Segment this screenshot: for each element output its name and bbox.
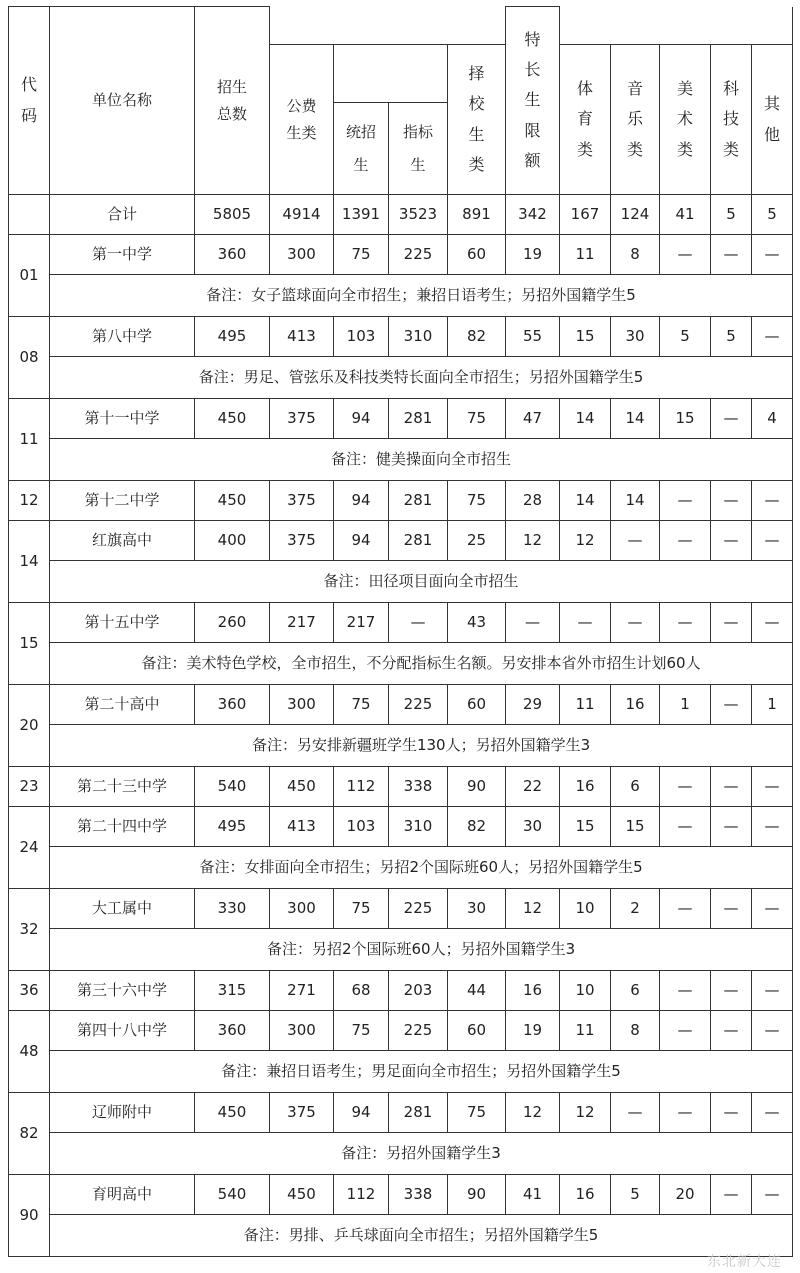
school-name: 红旗高中 [50,521,195,561]
school-value: 300 [270,1011,334,1051]
table-row [9,1011,793,1051]
school-value: — [711,521,752,561]
school-value: — [752,521,793,561]
school-value: 11 [560,1011,611,1051]
school-value: 338 [389,1175,448,1215]
table-row [9,889,793,929]
school-value: 281 [389,521,448,561]
school-value: 82 [448,807,506,847]
school-value: 15 [611,807,660,847]
school-value: 112 [334,1175,389,1215]
header-spacer-special [560,7,793,45]
table-row [9,399,793,439]
school-value: — [711,1093,752,1133]
note-row [9,439,793,481]
school-value: — [660,807,711,847]
school-name: 育明高中 [50,1175,195,1215]
header-other: 其他 [752,45,793,195]
school-value: — [660,481,711,521]
watermark: 东北新大连 [707,1254,782,1270]
school-value: — [389,603,448,643]
school-value: 5 [660,317,711,357]
total-code-cell [9,195,50,235]
school-value: 94 [334,481,389,521]
school-value: — [660,767,711,807]
school-value: 68 [334,971,389,1011]
table-row [9,603,793,643]
school-value: 12 [560,521,611,561]
total-label: 合计 [50,195,195,235]
school-value: 540 [195,767,270,807]
school-value: 5 [711,317,752,357]
school-value: 217 [334,603,389,643]
note-row [9,725,793,767]
school-name: 第二十四中学 [50,807,195,847]
school-value: 30 [448,889,506,929]
school-value: 1 [660,685,711,725]
header-total: 招生总数 [195,7,270,195]
school-value: — [611,521,660,561]
table-row [9,235,793,275]
school-value: 20 [660,1175,711,1215]
school-value: 495 [195,807,270,847]
school-value: 450 [195,1093,270,1133]
school-value: — [752,889,793,929]
school-value: 60 [448,685,506,725]
school-value: 450 [270,767,334,807]
school-value: — [660,603,711,643]
school-value: 413 [270,807,334,847]
enrollment-table [8,6,793,1257]
school-value: — [752,603,793,643]
school-value: — [752,1093,793,1133]
school-value: 60 [448,235,506,275]
remark-text: 备注：男足、管弦乐及科技类特长面向全市招生；另招外国籍学生5 [50,357,793,399]
school-value: 203 [389,971,448,1011]
school-value: 12 [506,521,560,561]
school-value: — [611,603,660,643]
note-row [9,275,793,317]
header-code: 代码 [9,7,50,195]
school-code: 90 [9,1175,50,1257]
school-value: 450 [195,481,270,521]
header-spacer-public [270,7,506,45]
header-music: 音乐类 [611,45,660,195]
school-value: 281 [389,481,448,521]
school-value: — [660,971,711,1011]
school-value: — [711,399,752,439]
remark-text: 备注：另招外国籍学生3 [50,1133,793,1175]
school-value: 8 [611,1011,660,1051]
school-value: — [752,1011,793,1051]
school-value: 90 [448,767,506,807]
school-value: 338 [389,767,448,807]
school-value: 14 [611,481,660,521]
school-value: 15 [660,399,711,439]
school-value: 29 [506,685,560,725]
note-row [9,561,793,603]
school-value: 300 [270,685,334,725]
school-value: 44 [448,971,506,1011]
school-value: — [560,603,611,643]
note-row [9,1133,793,1175]
school-value: 375 [270,521,334,561]
school-value: — [711,1175,752,1215]
remark-text: 备注：另招2个国际班60人；另招外国籍学生3 [50,929,793,971]
school-code: 11 [9,399,50,481]
school-value: 271 [270,971,334,1011]
school-value: 19 [506,235,560,275]
total-value: 5 [711,195,752,235]
table-row [9,971,793,1011]
school-value: 30 [611,317,660,357]
school-value: 450 [270,1175,334,1215]
school-code: 14 [9,521,50,603]
school-value: 75 [334,889,389,929]
school-name: 辽师附中 [50,1093,195,1133]
school-value: — [752,971,793,1011]
school-code: 36 [9,971,50,1011]
header-unified: 统招生 [334,103,389,195]
total-value: 5805 [195,195,270,235]
school-value: 75 [334,1011,389,1051]
school-value: 225 [389,235,448,275]
school-value: 75 [448,481,506,521]
school-code: 12 [9,481,50,521]
total-value: 891 [448,195,506,235]
school-value: — [752,767,793,807]
school-value: 281 [389,399,448,439]
note-row [9,929,793,971]
remark-text: 备注：另安排新疆班学生130人；另招外国籍学生3 [50,725,793,767]
school-code: 24 [9,807,50,889]
school-name: 第十二中学 [50,481,195,521]
school-value: — [660,1011,711,1051]
school-value: — [611,1093,660,1133]
note-row [9,1215,793,1257]
header-public: 公费生类 [270,45,334,195]
school-value: 16 [506,971,560,1011]
school-name: 第一中学 [50,235,195,275]
school-value: 260 [195,603,270,643]
school-value: — [711,889,752,929]
table-row [9,807,793,847]
school-value: 315 [195,971,270,1011]
table-row [9,685,793,725]
school-value: 75 [334,235,389,275]
school-value: 82 [448,317,506,357]
school-value: — [506,603,560,643]
school-value: 22 [506,767,560,807]
school-value: 43 [448,603,506,643]
school-value: 400 [195,521,270,561]
school-value: 310 [389,317,448,357]
total-value: 342 [506,195,560,235]
remark-text: 备注：兼招日语考生；男足面向全市招生；另招外国籍学生5 [50,1051,793,1093]
school-name: 第二十高中 [50,685,195,725]
total-value: 3523 [389,195,448,235]
school-value: 11 [560,685,611,725]
school-value: 450 [195,399,270,439]
school-value: 310 [389,807,448,847]
note-row [9,357,793,399]
table-row [9,1093,793,1133]
school-value: — [711,481,752,521]
school-value: 281 [389,1093,448,1133]
header-choice: 择校生类 [448,45,506,195]
school-value: 12 [506,889,560,929]
school-value: 16 [560,1175,611,1215]
school-value: 30 [506,807,560,847]
header-tech: 科技类 [711,45,752,195]
school-value: 14 [560,481,611,521]
total-row [9,195,793,235]
school-value: — [711,807,752,847]
school-value: — [752,235,793,275]
school-value: 4 [752,399,793,439]
school-code: 82 [9,1093,50,1175]
school-name: 第二十三中学 [50,767,195,807]
school-value: 375 [270,399,334,439]
school-value: 94 [334,399,389,439]
table-row [9,767,793,807]
school-value: 16 [611,685,660,725]
remark-text: 备注：健美操面向全市招生 [50,439,793,481]
school-value: 11 [560,235,611,275]
school-value: 360 [195,235,270,275]
school-name: 第十五中学 [50,603,195,643]
school-value: 217 [270,603,334,643]
school-value: 19 [506,1011,560,1051]
header-quota: 指标生 [389,103,448,195]
table-row [9,521,793,561]
total-value: 1391 [334,195,389,235]
school-code: 32 [9,889,50,971]
school-value: — [660,889,711,929]
remark-text: 备注：女子篮球面向全市招生；兼招日语考生；另招外国籍学生5 [50,275,793,317]
header-sports: 体育类 [560,45,611,195]
school-value: 375 [270,481,334,521]
school-value: 25 [448,521,506,561]
school-value: — [711,685,752,725]
school-value: 6 [611,767,660,807]
school-code: 01 [9,235,50,317]
school-value: 90 [448,1175,506,1215]
total-value: 124 [611,195,660,235]
school-code: 15 [9,603,50,685]
school-value: 375 [270,1093,334,1133]
remark-text: 备注：美术特色学校，全市招生，不分配指标生名额。另安排本省外市招生计划60人 [50,643,793,685]
school-value: 15 [560,807,611,847]
remark-text: 备注：田径项目面向全市招生 [50,561,793,603]
school-value: 14 [560,399,611,439]
school-value: 75 [448,399,506,439]
school-value: 330 [195,889,270,929]
school-value: 16 [560,767,611,807]
school-value: 94 [334,1093,389,1133]
school-value: 47 [506,399,560,439]
school-value: 6 [611,971,660,1011]
school-value: 15 [560,317,611,357]
school-name: 第三十六中学 [50,971,195,1011]
school-value: 94 [334,521,389,561]
school-value: — [752,1175,793,1215]
school-value: 225 [389,1011,448,1051]
school-value: 103 [334,317,389,357]
school-value: 540 [195,1175,270,1215]
school-value: — [711,603,752,643]
school-value: 103 [334,807,389,847]
remark-text: 备注：男排、乒乓球面向全市招生；另招外国籍学生5 [50,1215,793,1257]
school-value: — [752,807,793,847]
school-value: 28 [506,481,560,521]
total-value: 4914 [270,195,334,235]
school-value: 14 [611,399,660,439]
school-value: 12 [560,1093,611,1133]
total-value: 167 [560,195,611,235]
school-value: — [660,235,711,275]
school-value: 10 [560,971,611,1011]
school-code: 20 [9,685,50,767]
school-value: 10 [560,889,611,929]
school-value: — [752,481,793,521]
school-value: 75 [448,1093,506,1133]
total-value: 41 [660,195,711,235]
school-value: — [711,767,752,807]
school-value: — [711,1011,752,1051]
table-row [9,317,793,357]
school-value: — [660,1093,711,1133]
header-unit-name: 单位名称 [50,7,195,195]
note-row [9,643,793,685]
school-value: 41 [506,1175,560,1215]
header-art: 美术类 [660,45,711,195]
school-value: — [711,235,752,275]
table-row [9,481,793,521]
remark-text: 备注：女排面向全市招生；另招2个国际班60人；另招外国籍学生5 [50,847,793,889]
school-name: 第八中学 [50,317,195,357]
school-name: 大工属中 [50,889,195,929]
school-code: 23 [9,767,50,807]
school-name: 第四十八中学 [50,1011,195,1051]
note-row [9,847,793,889]
school-value: 1 [752,685,793,725]
school-value: 360 [195,685,270,725]
school-code: 48 [9,1011,50,1093]
school-value: — [752,317,793,357]
school-value: — [711,971,752,1011]
header-special: 特长生限额 [506,7,560,195]
school-value: 2 [611,889,660,929]
school-value: 55 [506,317,560,357]
school-value: 225 [389,889,448,929]
school-value: 8 [611,235,660,275]
school-value: 360 [195,1011,270,1051]
school-value: 413 [270,317,334,357]
total-value: 5 [752,195,793,235]
school-value: 12 [506,1093,560,1133]
school-value: 225 [389,685,448,725]
school-value: 300 [270,235,334,275]
school-value: 75 [334,685,389,725]
school-value: 112 [334,767,389,807]
school-value: 5 [611,1175,660,1215]
school-value: 60 [448,1011,506,1051]
note-row [9,1051,793,1093]
table-row [9,1175,793,1215]
school-value: — [660,521,711,561]
school-value: 300 [270,889,334,929]
header-spacer-public-sub [334,45,448,103]
school-name: 第十一中学 [50,399,195,439]
school-code: 08 [9,317,50,399]
school-value: 495 [195,317,270,357]
